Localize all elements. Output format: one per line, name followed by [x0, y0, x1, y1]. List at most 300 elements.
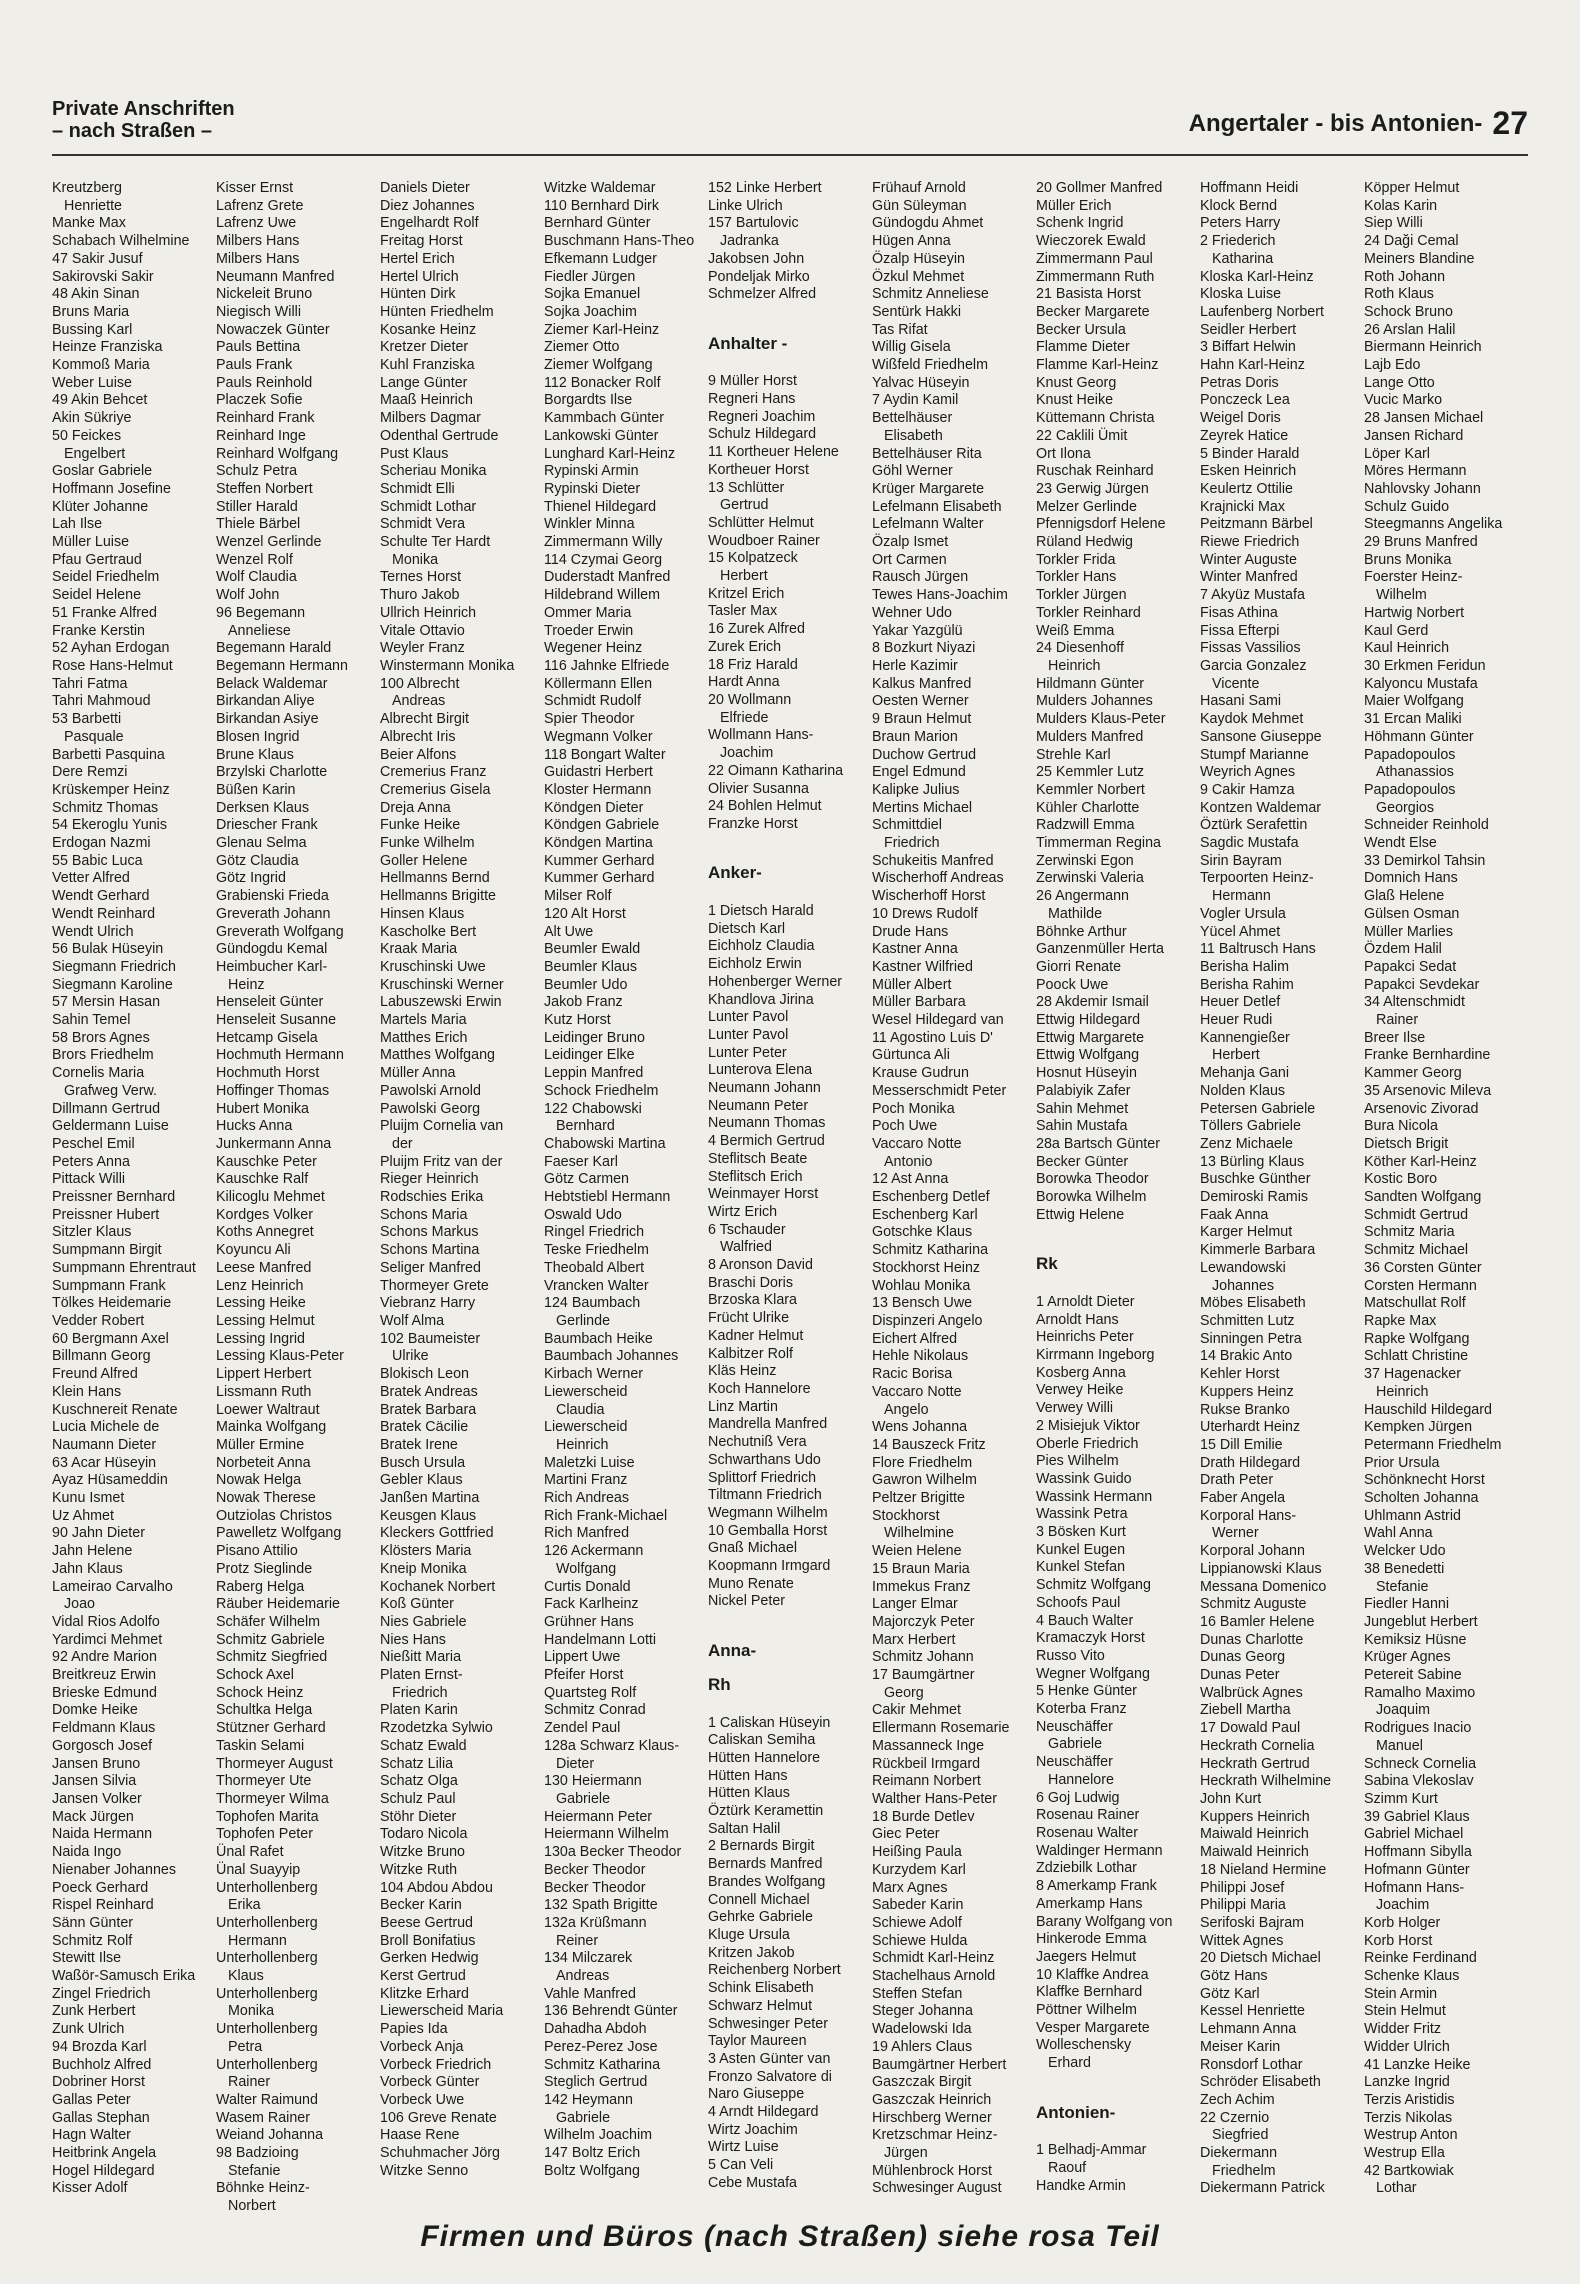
resident-entry: Tölkes Heidemarie: [52, 1295, 172, 1312]
resident-entry: Rich Andreas: [544, 1490, 630, 1507]
resident-entry: Torkler Frida: [1036, 551, 1116, 568]
resident-entry: Dunas Charlotte: [1200, 1631, 1304, 1648]
resident-entry: Nowaczek Günter: [216, 321, 330, 338]
resident-entry: Rodrigues Inacio: [1364, 1720, 1472, 1737]
resident-entry: Quartsteg Rolf: [544, 1684, 637, 1701]
resident-entry: 23 Gerwig Jürgen: [1036, 480, 1149, 497]
resident-entry: Wenzel Rolf: [216, 551, 293, 568]
resident-entry: Dispinzeri Angelo: [872, 1313, 983, 1329]
resident-entry: Mainka Wolfgang: [216, 1419, 327, 1436]
resident-entry: Kloska Karl-Heinz: [1200, 268, 1314, 285]
resident-entry: 12 Ast Anna: [872, 1171, 949, 1188]
resident-entry: Kramaczyk Horst: [1036, 1630, 1145, 1647]
resident-entry: Lafrenz Grete: [216, 197, 304, 214]
resident-entry: Scholten Johanna: [1364, 1490, 1479, 1507]
resident-entry: Beumler Klaus: [544, 958, 637, 975]
resident-entry: Keulertz Ottilie: [1200, 480, 1293, 497]
resident-entry: Bettelhäuser: [872, 410, 953, 427]
resident-entry: Wolf Alma: [380, 1313, 445, 1329]
resident-entry: Hirschberg Werner: [872, 2109, 992, 2126]
resident-entry: Rapke Wolfgang: [1364, 1330, 1470, 1347]
resident-entry: Roth Klaus: [1364, 286, 1434, 303]
directory-column: [1036, 180, 1200, 2200]
resident-entry: Heckrath Cornelia: [1200, 1737, 1315, 1754]
resident-entry: Kummer Gerhard: [544, 852, 655, 869]
resident-entry: Ayaz Hüsameddin: [52, 1472, 168, 1489]
resident-entry: Schönknecht Horst: [1364, 1472, 1485, 1489]
resident-entry: Lange Günter: [380, 374, 468, 391]
entry-continuation: Dieter: [556, 1755, 595, 1772]
resident-entry: Heuer Detlef: [1200, 994, 1281, 1011]
resident-entry: Westrup Ella: [1364, 2145, 1445, 2162]
resident-entry: Wirtz Erich: [708, 1203, 778, 1220]
resident-entry: Uhlmann Astrid: [1364, 1507, 1461, 1524]
resident-entry: Janßen Martina: [380, 1490, 480, 1507]
resident-entry: Lewandowski: [1200, 1259, 1286, 1276]
resident-entry: Braschi Doris: [708, 1274, 794, 1291]
entry-continuation: Antonio: [884, 1153, 933, 1170]
resident-entry: Troeder Erwin: [544, 622, 634, 639]
entry-continuation: Jürgen: [884, 2145, 928, 2162]
resident-entry: Stockhorst Heinz: [872, 1259, 981, 1276]
directory-column: [52, 180, 216, 2200]
resident-entry: Funke Wilhelm: [380, 835, 475, 852]
resident-entry: Belack Waldemar: [216, 675, 328, 692]
resident-entry: 36 Corsten Günter: [1364, 1259, 1482, 1276]
resident-entry: Korb Holger: [1364, 1914, 1441, 1931]
resident-entry: Knust Georg: [1036, 374, 1117, 391]
resident-entry: 41 Lanzke Heike: [1364, 2056, 1471, 2073]
resident-entry: 8 Aronson David: [708, 1257, 813, 1274]
resident-entry: 58 Brors Agnes: [52, 1029, 150, 1046]
resident-entry: Kisser Adolf: [52, 2180, 128, 2197]
resident-entry: Sumpmann Frank: [52, 1277, 166, 1294]
resident-entry: 20 Dietsch Michael: [1200, 1950, 1321, 1967]
resident-entry: Kommoß Maria: [52, 357, 150, 374]
resident-entry: Grühner Hans: [544, 1613, 634, 1630]
resident-entry: Nechutniß Vera: [708, 1434, 807, 1451]
resident-entry: Sahin Temel: [52, 1012, 131, 1029]
resident-entry: Szimm Kurt: [1364, 1790, 1438, 1807]
resident-entry: Krüger Agnes: [1364, 1649, 1451, 1666]
resident-entry: Kalyoncu Mustafa: [1364, 675, 1478, 692]
resident-entry: Peitzmann Bärbel: [1200, 516, 1313, 533]
resident-entry: Peters Anna: [52, 1153, 130, 1170]
resident-entry: Weiand Johanna: [216, 2127, 324, 2144]
resident-entry: Rispel Reinhard: [52, 1897, 154, 1914]
resident-entry: Becker Günter: [1036, 1153, 1129, 1170]
resident-entry: Schmidt Vera: [380, 516, 466, 533]
resident-entry: Winstermann Monika: [380, 657, 515, 674]
resident-entry: Kochanek Norbert: [380, 1578, 496, 1595]
resident-entry: Schmitten Lutz: [1200, 1313, 1295, 1329]
resident-entry: Matthes Erich: [380, 1029, 468, 1046]
resident-entry: Vidal Rios Adolfo: [52, 1613, 160, 1630]
resident-entry: 56 Bulak Hüseyin: [52, 941, 164, 958]
resident-entry: Kolas Karin: [1364, 197, 1438, 214]
resident-entry: Serifoski Bajram: [1200, 1914, 1305, 1931]
resident-entry: Schwarthans Udo: [708, 1451, 821, 1468]
resident-entry: 102 Baumeister: [380, 1330, 481, 1347]
resident-entry: Kummer Gerhard: [544, 870, 655, 887]
resident-entry: Unterhollenberg: [216, 1950, 318, 1967]
resident-entry: Müller Albert: [872, 976, 952, 993]
resident-entry: Eichholz Erwin: [708, 956, 802, 973]
resident-entry: Gotschke Klaus: [872, 1224, 973, 1241]
resident-entry: Wehner Udo: [872, 604, 953, 621]
resident-entry: Rose Hans-Helmut: [52, 657, 173, 674]
resident-entry: 20 Gollmer Manfred: [1036, 180, 1163, 196]
resident-entry: Baumgärtner Herbert: [872, 2056, 1007, 2073]
resident-entry: Manke Max: [52, 215, 126, 232]
entry-continuation: Gabriele: [556, 2109, 611, 2126]
resident-entry: Handelmann Lotti: [544, 1631, 657, 1648]
resident-entry: Guidastri Herbert: [544, 764, 653, 781]
resident-entry: Widder Ulrich: [1364, 2038, 1450, 2055]
resident-entry: Papakci Sedat: [1364, 958, 1457, 975]
resident-entry: 11 Kortheuer Helene: [708, 444, 839, 461]
resident-entry: 50 Feickes: [52, 427, 122, 444]
resident-entry: Stöhr Dieter: [380, 1808, 457, 1825]
resident-entry: Broll Bonifatius: [380, 1932, 476, 1949]
resident-entry: Schlatt Christine: [1364, 1348, 1469, 1365]
resident-entry: Rodschies Erika: [380, 1189, 484, 1206]
resident-entry: Sirin Bayram: [1200, 852, 1282, 869]
resident-entry: Hubert Monika: [216, 1100, 309, 1117]
resident-entry: Sabina Vlekoslav: [1364, 1773, 1474, 1790]
resident-entry: 6 Goj Ludwig: [1036, 1789, 1120, 1806]
resident-entry: Hertel Ulrich: [380, 268, 459, 285]
resident-entry: Goslar Gabriele: [52, 463, 153, 480]
resident-entry: Weigel Doris: [1200, 410, 1281, 427]
resident-entry: 157 Bartulovic: [708, 215, 799, 232]
resident-entry: Bura Nicola: [1364, 1118, 1438, 1135]
resident-entry: Kisser Ernst: [216, 180, 294, 196]
resident-entry: Reichenberg Norbert: [708, 1962, 841, 1979]
resident-entry: Klitzke Erhard: [380, 1985, 469, 2002]
resident-entry: Schmidt Gertrud: [1364, 1206, 1469, 1223]
resident-entry: Heckrath Gertrud: [1200, 1755, 1310, 1772]
resident-entry: Möbes Elisabeth: [1200, 1295, 1306, 1312]
entry-continuation: Werner: [1212, 1525, 1259, 1542]
resident-entry: Tasler Max: [708, 603, 778, 620]
resident-entry: Mulders Johannes: [1036, 693, 1153, 710]
entry-continuation: Ulrike: [392, 1348, 429, 1365]
resident-entry: Schmitz Anneliese: [872, 286, 989, 303]
resident-entry: Sagdic Mustafa: [1200, 835, 1299, 852]
resident-entry: Reimann Norbert: [872, 1773, 981, 1790]
entry-continuation: Erhard: [1048, 2055, 1091, 2072]
resident-entry: 39 Gabriel Klaus: [1364, 1808, 1470, 1825]
resident-entry: Jaegers Helmut: [1036, 1948, 1137, 1965]
resident-entry: Widder Fritz: [1364, 2021, 1442, 2038]
resident-entry: Hucks Anna: [216, 1118, 293, 1135]
resident-entry: Glaß Helene: [1364, 888, 1445, 905]
resident-entry: Wollmann Hans-: [708, 727, 814, 744]
resident-entry: Linke Ulrich: [708, 197, 783, 214]
entry-continuation: Wolfgang: [556, 1560, 617, 1577]
resident-entry: Rückbeil Irmgard: [872, 1755, 981, 1772]
resident-entry: Kastner Anna: [872, 941, 958, 958]
resident-entry: Barany Wolfgang von: [1036, 1913, 1173, 1930]
resident-entry: Hetcamp Gisela: [216, 1029, 318, 1046]
resident-entry: Breitkreuz Erwin: [52, 1667, 157, 1684]
resident-entry: Henseleit Günter: [216, 994, 324, 1011]
resident-entry: Vrancken Walter: [544, 1277, 649, 1294]
resident-entry: Lessing Klaus-Peter: [216, 1348, 344, 1365]
resident-entry: Wirtz Luise: [708, 2139, 779, 2156]
resident-entry: Duderstadt Manfred: [544, 569, 671, 586]
resident-entry: Schmitz Wolfgang: [1036, 1577, 1151, 1594]
resident-entry: 9 Müller Horst: [708, 373, 797, 390]
resident-entry: Schneck Cornelia: [1364, 1755, 1477, 1772]
resident-entry: Billmann Georg: [52, 1348, 151, 1365]
resident-entry: Kuschnereit Renate: [52, 1401, 178, 1418]
resident-entry: 63 Acar Hüseyin: [52, 1454, 157, 1471]
resident-entry: Rosenau Walter: [1036, 1824, 1138, 1841]
resident-entry: Sahin Mustafa: [1036, 1118, 1128, 1135]
resident-entry: Drath Hildegard: [1200, 1454, 1301, 1471]
resident-entry: Gallas Peter: [52, 2091, 131, 2108]
resident-entry: Schmitz Auguste: [1200, 1596, 1307, 1613]
resident-entry: Zimmermann Ruth: [1036, 268, 1155, 285]
resident-entry: Fiedler Jürgen: [544, 268, 636, 285]
resident-entry: Kannengießer: [1200, 1029, 1290, 1046]
resident-entry: Schmidt Lothar: [380, 498, 477, 515]
entry-continuation: Rainer: [1376, 1012, 1419, 1029]
resident-entry: Lunterova Elena: [708, 1062, 813, 1079]
resident-entry: Gülsen Osman: [1364, 905, 1460, 922]
resident-entry: Unterhollenberg: [216, 1879, 318, 1896]
resident-entry: Cakir Mehmet: [872, 1702, 961, 1719]
resident-entry: Ünal Rafet: [216, 1844, 284, 1861]
resident-entry: Sansone Giuseppe: [1200, 728, 1322, 745]
resident-entry: Meiser Karin: [1200, 2038, 1281, 2055]
resident-entry: Chabowski Martina: [544, 1135, 666, 1152]
resident-entry: Lehmann Anna: [1200, 2021, 1297, 2038]
resident-entry: Gündogdu Ahmet: [872, 215, 984, 232]
resident-entry: Möres Hermann: [1364, 463, 1467, 480]
resident-entry: Begemann Harald: [216, 640, 332, 657]
resident-entry: Köndgen Martina: [544, 835, 653, 852]
section-title-line2: – nach Straßen –: [52, 120, 213, 142]
resident-entry: Brors Friedhelm: [52, 1047, 154, 1064]
resident-entry: Demiroski Ramis: [1200, 1189, 1309, 1206]
resident-entry: Lucia Michele de: [52, 1419, 160, 1436]
resident-entry: Kemmler Norbert: [1036, 781, 1145, 798]
resident-entry: Schwesinger August: [872, 2180, 1002, 2197]
resident-entry: Brzylski Charlotte: [216, 764, 328, 781]
resident-entry: Schmidt Karl-Heinz: [872, 1950, 995, 1967]
resident-entry: 17 Baumgärtner: [872, 1667, 975, 1684]
resident-entry: Blosen Ingrid: [216, 728, 300, 745]
resident-entry: Petras Doris: [1200, 374, 1279, 391]
resident-entry: Marx Herbert: [872, 1631, 956, 1648]
resident-entry: 38 Benedetti: [1364, 1560, 1445, 1577]
entry-continuation: Monika: [392, 551, 439, 568]
resident-entry: Schmidt Elli: [380, 480, 455, 497]
resident-entry: Bratek Andreas: [380, 1383, 478, 1400]
entry-continuation: Grafweg Verw.: [64, 1082, 157, 1099]
resident-entry: Pauls Reinhold: [216, 374, 313, 391]
resident-entry: Thormeyer Ute: [216, 1773, 312, 1790]
resident-entry: Götz Karl: [1200, 1985, 1260, 2002]
street-range: Angertaler - bis Antonien-: [1188, 110, 1483, 137]
resident-entry: 3 Bösken Kurt: [1036, 1524, 1126, 1541]
resident-entry: 11 Baltrusch Hans: [1200, 941, 1316, 958]
resident-entry: Brandes Wolfgang: [708, 1873, 826, 1890]
resident-entry: Fissas Vassilios: [1200, 640, 1301, 657]
resident-entry: Neumann Manfred: [216, 268, 335, 285]
entry-continuation: Raouf: [1048, 2159, 1087, 2176]
resident-entry: 22 Caklili Ümit: [1036, 427, 1128, 444]
resident-entry: Koterba Franz: [1036, 1701, 1127, 1718]
resident-entry: Beier Alfons: [380, 746, 457, 763]
resident-entry: Wolf Claudia: [216, 569, 297, 586]
resident-entry: Lunter Peter: [708, 1044, 787, 1061]
resident-entry: Gebler Klaus: [380, 1472, 463, 1489]
resident-entry: Peters Harry: [1200, 215, 1281, 232]
resident-entry: Caliskan Semiha: [708, 1732, 816, 1749]
resident-entry: Philippi Maria: [1200, 1897, 1286, 1914]
resident-entry: Melzer Gerlinde: [1036, 498, 1137, 515]
resident-entry: Giorri Renate: [1036, 958, 1122, 975]
entry-continuation: Friedrich: [392, 1684, 448, 1701]
resident-entry: Maier Wolfgang: [1364, 693, 1464, 710]
resident-entry: Regneri Joachim: [708, 408, 816, 425]
resident-entry: Zendel Paul: [544, 1720, 621, 1737]
resident-entry: Gaszczak Heinrich: [872, 2091, 992, 2108]
resident-entry: Eichert Alfred: [872, 1330, 958, 1347]
resident-entry: 112 Bonacker Rolf: [544, 374, 661, 391]
resident-entry: Ellermann Rosemarie: [872, 1720, 1010, 1737]
entry-continuation: Andreas: [556, 1968, 610, 1985]
resident-entry: Steffen Norbert: [216, 480, 313, 497]
page-header: [52, 98, 1528, 156]
resident-entry: Viebranz Harry: [380, 1295, 476, 1312]
resident-entry: Vorbeck Friedrich: [380, 2056, 492, 2073]
resident-entry: 24 Diesenhoff: [1036, 640, 1124, 657]
resident-entry: Hellmanns Bernd: [380, 870, 490, 887]
resident-entry: Rüland Hedwig: [1036, 534, 1133, 551]
resident-entry: Pöttner Wilhelm: [1036, 2002, 1137, 2019]
resident-entry: Frücht Ulrike: [708, 1310, 790, 1327]
resident-entry: Sumpmann Ehrentraut: [52, 1259, 196, 1276]
resident-entry: Wendt Gerhard: [52, 888, 150, 905]
resident-entry: Drude Hans: [872, 923, 949, 940]
resident-entry: Naumann Dieter: [52, 1436, 157, 1453]
resident-entry: Russo Vito: [1036, 1647, 1105, 1664]
resident-entry: 48 Akin Sinan: [52, 286, 140, 303]
resident-entry: Stein Armin: [1364, 1985, 1438, 2002]
resident-entry: 57 Mersin Hasan: [52, 994, 161, 1011]
resident-entry: Kritzen Jakob: [708, 1944, 795, 1961]
resident-entry: Heinze Franziska: [52, 339, 163, 356]
resident-entry: Ternes Horst: [380, 569, 462, 586]
resident-entry: 147 Boltz Erich: [544, 2145, 641, 2162]
resident-entry: Büßen Karin: [216, 781, 296, 798]
resident-entry: Brune Klaus: [216, 746, 294, 763]
resident-entry: Schenk Ingrid: [1036, 215, 1124, 232]
resident-entry: Götz Ingrid: [216, 870, 286, 887]
resident-entry: Nowak Helga: [216, 1472, 302, 1489]
resident-entry: 2 Friederich: [1200, 233, 1276, 250]
entry-continuation: Lothar: [1376, 2180, 1417, 2197]
resident-entry: Schmitz Gabriele: [216, 1631, 325, 1648]
resident-entry: Pawolski Georg: [380, 1100, 481, 1117]
resident-entry: Vetter Alfred: [52, 870, 130, 887]
resident-entry: Schneider Reinhold: [1364, 817, 1489, 834]
resident-entry: Gnaß Michael: [708, 1540, 797, 1557]
resident-entry: Tophofen Peter: [216, 1826, 313, 1843]
resident-entry: Hütten Klaus: [708, 1785, 790, 1802]
resident-entry: Schatz Lilia: [380, 1755, 454, 1772]
resident-entry: Woudboer Rainer: [708, 532, 820, 549]
directory-columns: [52, 180, 1528, 2215]
resident-entry: Ullrich Heinrich: [380, 604, 477, 621]
resident-entry: Franzke Horst: [708, 815, 798, 832]
entry-continuation: Joao: [64, 1596, 96, 1613]
resident-entry: Cebe Mustafa: [708, 2174, 798, 2191]
resident-entry: Messana Domenico: [1200, 1578, 1327, 1595]
resident-entry: Glenau Selma: [216, 835, 307, 852]
resident-entry: Fisas Athina: [1200, 604, 1278, 621]
resident-entry: Pittack Willi: [52, 1171, 126, 1188]
entry-continuation: Gabriele: [556, 1790, 611, 1807]
resident-entry: Kortheuer Horst: [708, 461, 809, 478]
resident-entry: Spier Theodor: [544, 711, 635, 728]
resident-entry: Nickel Peter: [708, 1593, 786, 1610]
resident-entry: Tahri Fatma: [52, 675, 128, 692]
resident-entry: Lenz Heinrich: [216, 1277, 304, 1294]
resident-entry: 15 Dill Emilie: [1200, 1436, 1283, 1453]
resident-entry: Korporal Hans-: [1200, 1507, 1297, 1524]
resident-entry: Öztürk Keramettin: [708, 1803, 824, 1820]
resident-entry: Kostic Boro: [1364, 1171, 1438, 1188]
resident-entry: Witzke Waldemar: [544, 180, 656, 196]
resident-entry: Outziolas Christos: [216, 1507, 333, 1524]
resident-entry: Lippert Herbert: [216, 1366, 312, 1383]
resident-entry: Liewerscheid Maria: [380, 2003, 504, 2020]
resident-entry: 14 Bauszeck Fritz: [872, 1436, 986, 1453]
directory-column: [216, 180, 380, 2215]
resident-entry: Gehrke Gabriele: [708, 1909, 813, 1926]
entry-continuation: Erika: [228, 1897, 261, 1914]
resident-entry: Preissner Bernhard: [52, 1189, 176, 1206]
resident-entry: Ringel Friedrich: [544, 1224, 645, 1241]
entry-continuation: Norbert: [228, 2198, 276, 2215]
resident-entry: Reinhard Frank: [216, 410, 315, 427]
resident-entry: Faeser Karl: [544, 1153, 618, 1170]
resident-entry: Bratek Irene: [380, 1436, 458, 1453]
entry-continuation: Engelbert: [64, 445, 126, 462]
entry-continuation: Anneliese: [228, 622, 291, 639]
resident-entry: Klüter Johanne: [52, 498, 149, 515]
resident-entry: Wegner Wolfgang: [1036, 1665, 1150, 1682]
resident-entry: 1 Dietsch Harald: [708, 903, 814, 920]
resident-entry: Kaul Gerd: [1364, 622, 1429, 639]
resident-entry: Poock Uwe: [1036, 976, 1109, 993]
resident-entry: Engel Edmund: [872, 764, 966, 781]
resident-entry: Meiners Blandine: [1364, 250, 1475, 267]
resident-entry: Schröder Elisabeth: [1200, 2074, 1321, 2091]
resident-entry: Özalp Ismet: [872, 534, 949, 551]
entry-continuation: Angelo: [884, 1401, 929, 1418]
resident-entry: Kalbitzer Rolf: [708, 1345, 794, 1362]
resident-entry: Schuhmacher Jörg: [380, 2145, 500, 2162]
resident-entry: Duchow Gertrud: [872, 746, 977, 763]
resident-entry: 5 Binder Harald: [1200, 445, 1300, 462]
